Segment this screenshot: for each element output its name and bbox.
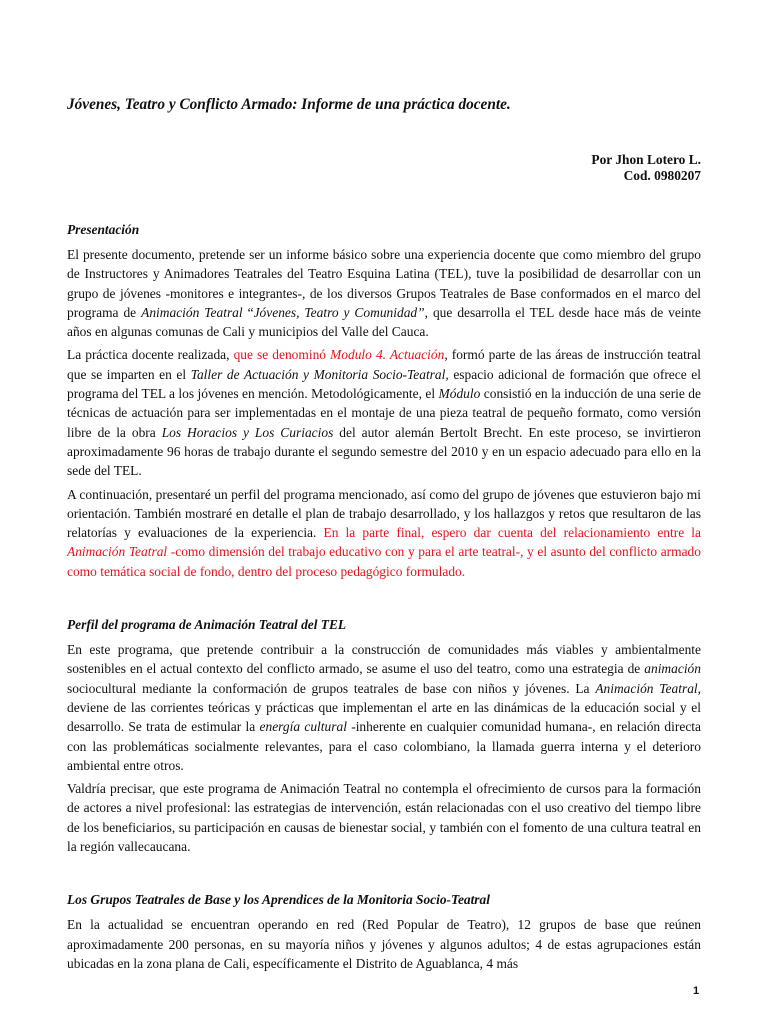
italic-text: energía cultural <box>259 719 347 735</box>
section-heading-perfil: Perfil del programa de Animación Teatral del TEL <box>67 617 347 633</box>
highlighted-text: En la parte final, espero dar cuenta del relacionamiento entre la <box>323 525 702 541</box>
text-run: El presente documento, pretende ser un informe básico sobre una experiencia docente que como miembro del grupo de Instructores y Animadores Teatrales del Teatro Esquina Latina (TEL), tuve la posibilidad de desarrollar con un grupo de jóvenes -monitores e integrantes-, de los diversos Grupos Teatrales de Base conformados en el marco del programa de <box>67 247 701 320</box>
italic-text: Módulo <box>438 386 481 402</box>
text-run: espacio adicional de formación que ofrece el programa del TEL a los jóvenes en mención. Metodológicamente, el <box>67 366 701 402</box>
paragraph <box>67 345 701 480</box>
document-page <box>67 0 701 973</box>
highlighted-text: Modulo 4. Actuación <box>330 347 445 363</box>
text-run: del autor alemán Bertolt Brecht. En este proceso, se invirtieron aproximadamente 96 horas de trabajo durante el segundo semestre del 2010 y en un espacio adecuado para ello en la sede del TEL. <box>67 424 701 479</box>
author-name: Por Jhon Lotero L. <box>591 152 701 167</box>
text-run: , deviene de las corrientes teóricas y prácticas que implementan el arte en las dinámicas de la educación social y el desarrollo. Se trata de estimular la <box>67 680 702 735</box>
italic-text: animación <box>644 661 701 677</box>
highlighted-text: Animación Teatral <box>67 544 168 560</box>
author-block <box>67 152 701 184</box>
italic-text: Animación Teatral <box>595 680 698 696</box>
paragraph <box>67 245 701 341</box>
section-heading-presentacion: Presentación <box>67 222 140 237</box>
page-number: 1 <box>693 985 700 998</box>
text-run: consistió en la inducción de una serie de técnicas de actuación para ser implementadas en el montaje de una pieza teatral de pequeño formato, como versión libre de la obra <box>67 386 701 440</box>
italic-text: Taller de Actuación y Monitoria Socio-Teatral, <box>190 366 449 382</box>
text-run: sociocultural mediante la conformación de grupos teatrales de base con niños y jóvenes. La <box>67 680 596 696</box>
paragraph <box>67 485 701 581</box>
text-run: La práctica docente realizada, <box>67 347 234 363</box>
paragraph <box>67 640 701 775</box>
text-run: En este programa, que pretende contribuir a la construcción de comunidades más viables y ambientalmente sostenibles en el actual contexto del conflicto armado, se asume el uso del teatro, como una estrategia de <box>67 642 701 677</box>
text-run: “ <box>242 304 254 320</box>
italic-text: Animación Teatral <box>141 304 243 320</box>
highlighted-text: que se denominó <box>233 347 331 363</box>
text-run: A continuación, presentaré un perfil del programa mencionado, así como del grupo de jóvenes que estuvieron bajo mi orientación. También mostraré en detalle el plan de trabajo desarrollado, y los hallazgos y retos que resultaron de las relatorías y evaluaciones de la experiencia. <box>67 486 701 541</box>
document-title: Jóvenes, Teatro y Conflicto Armado: Informe de una práctica docente. <box>67 96 511 113</box>
italic-text: Jóvenes, Teatro y Comunidad” <box>253 304 425 320</box>
italic-text: Los Horacios y Los Curiacios <box>161 424 334 440</box>
highlighted-text: -como dimensión del trabajo educativo con y para el arte teatral-, y el asunto del conflicto armado como temática social de fondo, dentro del proceso pedagógico formulado. <box>67 544 701 579</box>
text-run: En la actualidad se encuentran operando en red (Red Popular de Teatro), 12 grupos de base que reúnen aproximadamente 200 personas, en su mayoría niños y jóvenes y algunos adultos; 4 de estas agrupaciones están ubicadas en la zona plana de Cali, específicamente el Distrito de Aguablanca, 4 más <box>67 917 701 971</box>
text-run: , que desarrolla el TEL desde hace más de veinte años en algunas comunas de Cali y municipios del Valle del Cauca. <box>67 304 702 340</box>
section-heading-grupos: Los Grupos Teatrales de Base y los Aprendices de la Monitoria Socio-Teatral <box>67 892 490 908</box>
author-code: Cod. 0980207 <box>623 168 701 183</box>
text-run: Valdría precisar, que este programa de Animación Teatral no contempla el ofrecimiento de cursos para la formación de actores a nivel profesional: las estrategias de intervención, están relacionadas con el uso creativo del tiempo libre de los beneficiarios, su participación en causas de bienestar social, y también con el fomento de una cultura teatral en la región vallecaucana. <box>67 781 701 855</box>
paragraph <box>67 779 701 856</box>
text-run: -inherente en cualquier comunidad humana-, en relación directa con las problemáticas socialmente relevantes, para el caso colombiano, la llamada guerra interna y el deterioro ambiental entre otros. <box>67 719 701 773</box>
paragraph <box>67 915 701 973</box>
text-run: , formó parte de las áreas de instrucción teatral que se imparten en el <box>67 347 702 382</box>
